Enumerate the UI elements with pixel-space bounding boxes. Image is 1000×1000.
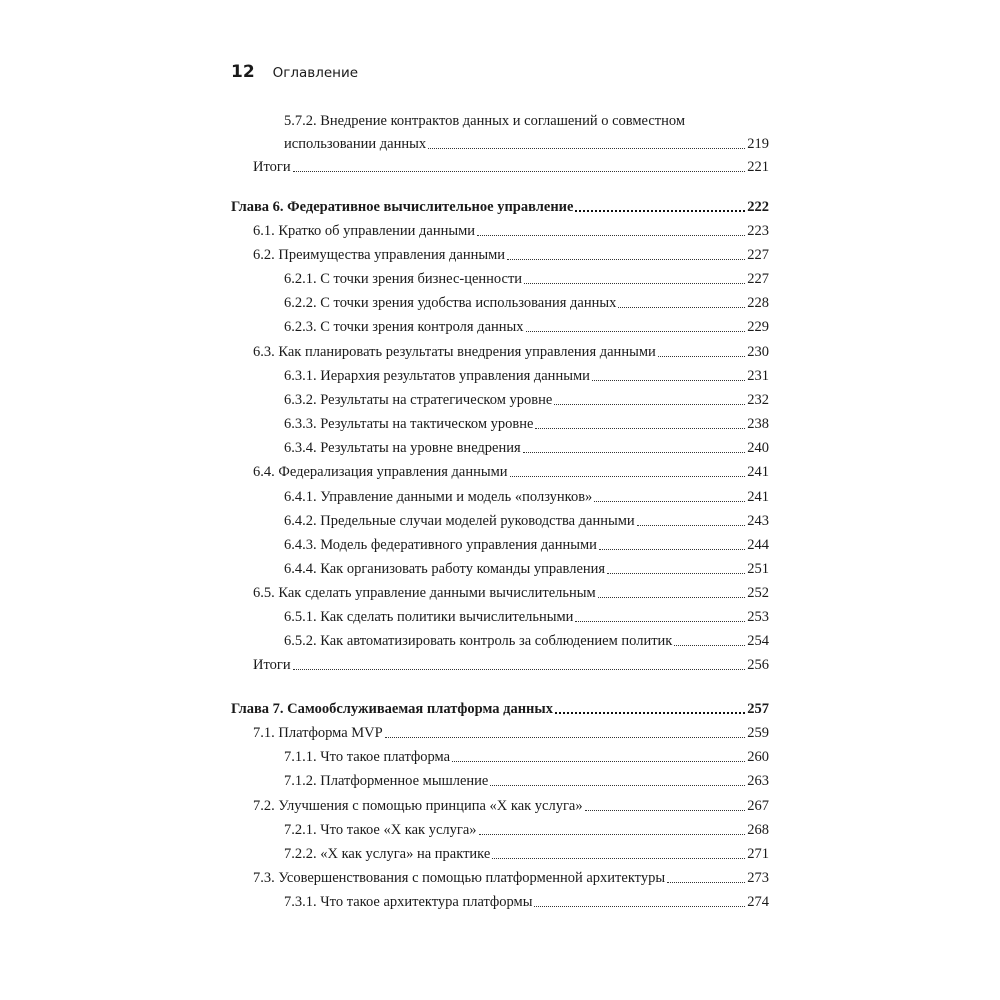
toc-entry-page: 252: [747, 585, 769, 601]
toc-entry-page: 223: [747, 223, 769, 239]
page-header: [231, 62, 358, 82]
leader-dots: [293, 171, 746, 172]
toc-entry[interactable]: [284, 818, 769, 840]
toc-entry-title: Итоги: [253, 657, 291, 673]
leader-dots: [637, 525, 746, 526]
leader-dots: [585, 810, 746, 811]
toc-entry-title: 7.3. Усовершенствования с помощью платформенной архитектуры: [253, 870, 666, 886]
toc-entry-title: 7.1.1. Что такое платформа: [284, 749, 451, 765]
toc-entry-page: 273: [747, 870, 769, 886]
toc-entry[interactable]: [284, 533, 769, 555]
leader-dots: [490, 785, 745, 786]
toc-entry-page: 227: [747, 247, 769, 263]
toc-entry-page: 227: [747, 271, 769, 287]
toc-entry[interactable]: [253, 243, 769, 265]
toc-entry-page: 244: [747, 537, 769, 553]
toc-entry-title: 6.4.3. Модель федеративного управления данными: [284, 537, 597, 553]
toc-entry-page: 259: [747, 725, 769, 741]
toc-entry-page: 238: [747, 416, 769, 432]
toc-entry-page: 251: [747, 561, 769, 577]
toc-entry-title: использовании данных: [284, 136, 427, 152]
toc-entry[interactable]: [284, 436, 769, 458]
leader-dots: [428, 148, 745, 149]
leader-dots: [293, 669, 746, 670]
leader-dots: [385, 737, 746, 738]
toc-entry-title: 6.4. Федерализация управления данными: [253, 464, 508, 480]
toc-entry[interactable]: [284, 890, 769, 912]
toc-entry-title: 7.3.1. Что такое архитектура платформы: [284, 894, 533, 910]
leader-dots: [555, 712, 745, 714]
toc-entry-title: 6.3. Как планировать результаты внедрения управления данными: [253, 344, 656, 360]
toc-entry[interactable]: [253, 219, 769, 241]
toc-entry-page: 222: [747, 199, 769, 215]
toc-entry[interactable]: [284, 629, 769, 651]
toc-entry-wrap-line: 5.7.2. Внедрение контрактов данных и соглашений о совместном: [284, 113, 686, 129]
toc-entry[interactable]: [284, 412, 769, 434]
toc-entry-page: 230: [747, 344, 769, 360]
leader-dots: [618, 307, 745, 308]
toc-entry[interactable]: [284, 769, 769, 791]
toc-entry-title: 7.2.2. «X как услуга» на практике: [284, 846, 491, 862]
toc-entry[interactable]: [253, 653, 769, 675]
leader-dots: [607, 573, 745, 574]
toc-entry-title: 6.5. Как сделать управление данными вычислительным: [253, 585, 596, 601]
leader-dots: [575, 210, 745, 212]
leader-dots: [477, 235, 745, 236]
toc-entry[interactable]: [284, 291, 769, 313]
leader-dots: [535, 428, 745, 429]
toc-entry[interactable]: [284, 557, 769, 579]
toc-entry[interactable]: [253, 155, 769, 177]
toc-entry-page: 219: [747, 136, 769, 152]
toc-entry-title: Итоги: [253, 159, 291, 175]
toc-entry-title: Глава 6. Федеративное вычислительное управление: [231, 199, 574, 215]
toc-entry-page: 254: [747, 633, 769, 649]
toc-entry-page: 229: [747, 319, 769, 335]
toc-entry[interactable]: [284, 605, 769, 627]
toc-entry[interactable]: [284, 132, 769, 154]
toc-entry-title: 6.2.1. С точки зрения бизнес-ценности: [284, 271, 523, 287]
leader-dots: [594, 501, 745, 502]
toc-entry[interactable]: [284, 842, 769, 864]
toc-entry-page: 232: [747, 392, 769, 408]
leader-dots: [599, 549, 745, 550]
toc-chapter-entry[interactable]: [231, 195, 769, 217]
toc-entry-page: 221: [747, 159, 769, 175]
toc-entry[interactable]: [253, 866, 769, 888]
leader-dots: [534, 906, 745, 907]
leader-dots: [674, 645, 745, 646]
leader-dots: [592, 380, 745, 381]
toc-entry-page: 231: [747, 368, 769, 384]
toc-entry[interactable]: [284, 485, 769, 507]
toc-entry-title: 6.4.2. Предельные случаи моделей руководства данными: [284, 513, 635, 529]
toc-entry-title: 6.4.4. Как организовать работу команды управления: [284, 561, 606, 577]
leader-dots: [554, 404, 745, 405]
toc-entry-page: 241: [747, 489, 769, 505]
leader-dots: [479, 834, 746, 835]
toc-entry[interactable]: [253, 340, 769, 362]
toc-entry-title: 6.3.3. Результаты на тактическом уровне: [284, 416, 534, 432]
toc-entry[interactable]: [253, 721, 769, 743]
running-title: Оглавление: [272, 65, 359, 81]
toc-entry[interactable]: [284, 364, 769, 386]
toc-chapter-entry[interactable]: [231, 697, 769, 719]
toc-entry[interactable]: [284, 388, 769, 410]
page-number: 12: [231, 62, 255, 82]
leader-dots: [575, 621, 745, 622]
toc-entry-page: 274: [747, 894, 769, 910]
toc-entry-page: 253: [747, 609, 769, 625]
leader-dots: [658, 356, 745, 357]
toc-entry-page: 240: [747, 440, 769, 456]
toc-entry-page: 260: [747, 749, 769, 765]
toc-entry-title: 7.1.2. Платформенное мышление: [284, 773, 489, 789]
leader-dots: [667, 882, 745, 883]
toc-entry-title: 7.2. Улучшения с помощью принципа «X как услуга»: [253, 798, 583, 814]
toc-entry-page: 263: [747, 773, 769, 789]
toc-entry-page: 268: [747, 822, 769, 838]
toc-entry-title: 6.3.4. Результаты на уровне внедрения: [284, 440, 521, 456]
toc-entry[interactable]: [284, 509, 769, 531]
leader-dots: [523, 452, 746, 453]
toc-entry-title: 6.5.1. Как сделать политики вычислительными: [284, 609, 574, 625]
leader-dots: [524, 283, 745, 284]
toc-entry-title: 6.3.1. Иерархия результатов управления данными: [284, 368, 590, 384]
toc-entry-page: 243: [747, 513, 769, 529]
toc-entry[interactable]: [253, 794, 769, 816]
toc-entry-title: Глава 7. Самообслуживаемая платформа данных: [231, 701, 553, 717]
toc-entry-title: 7.2.1. Что такое «X как услуга»: [284, 822, 477, 838]
leader-dots: [492, 858, 745, 859]
toc-entry-title: 7.1. Платформа MVP: [253, 725, 383, 741]
toc-entry-title: 6.2.2. С точки зрения удобства использования данных: [284, 295, 617, 311]
toc-entry-title: 6.5.2. Как автоматизировать контроль за соблюдением политик: [284, 633, 673, 649]
leader-dots: [526, 331, 746, 332]
leader-dots: [452, 761, 745, 762]
toc-entry-page: 257: [747, 701, 769, 717]
toc-entry[interactable]: [253, 581, 769, 603]
toc-entry-title: 6.4.1. Управление данными и модель «ползунков»: [284, 489, 593, 505]
toc-entry[interactable]: [284, 745, 769, 767]
leader-dots: [598, 597, 746, 598]
toc-entry-title: 6.3.2. Результаты на стратегическом уровне: [284, 392, 553, 408]
toc-entry-page: 228: [747, 295, 769, 311]
toc-entry[interactable]: [284, 315, 769, 337]
leader-dots: [510, 476, 746, 477]
leader-dots: [507, 259, 745, 260]
toc-entry[interactable]: [284, 267, 769, 289]
toc-entry-title: 6.2.3. С точки зрения контроля данных: [284, 319, 524, 335]
toc-entry-page: 271: [747, 846, 769, 862]
toc-entry[interactable]: [253, 460, 769, 482]
toc-entry-page: 241: [747, 464, 769, 480]
toc-entry-page: 256: [747, 657, 769, 673]
toc-entry-page: 267: [747, 798, 769, 814]
toc-entry-title: 6.2. Преимущества управления данными: [253, 247, 506, 263]
toc-entry-title: 6.1. Кратко об управлении данными: [253, 223, 476, 239]
